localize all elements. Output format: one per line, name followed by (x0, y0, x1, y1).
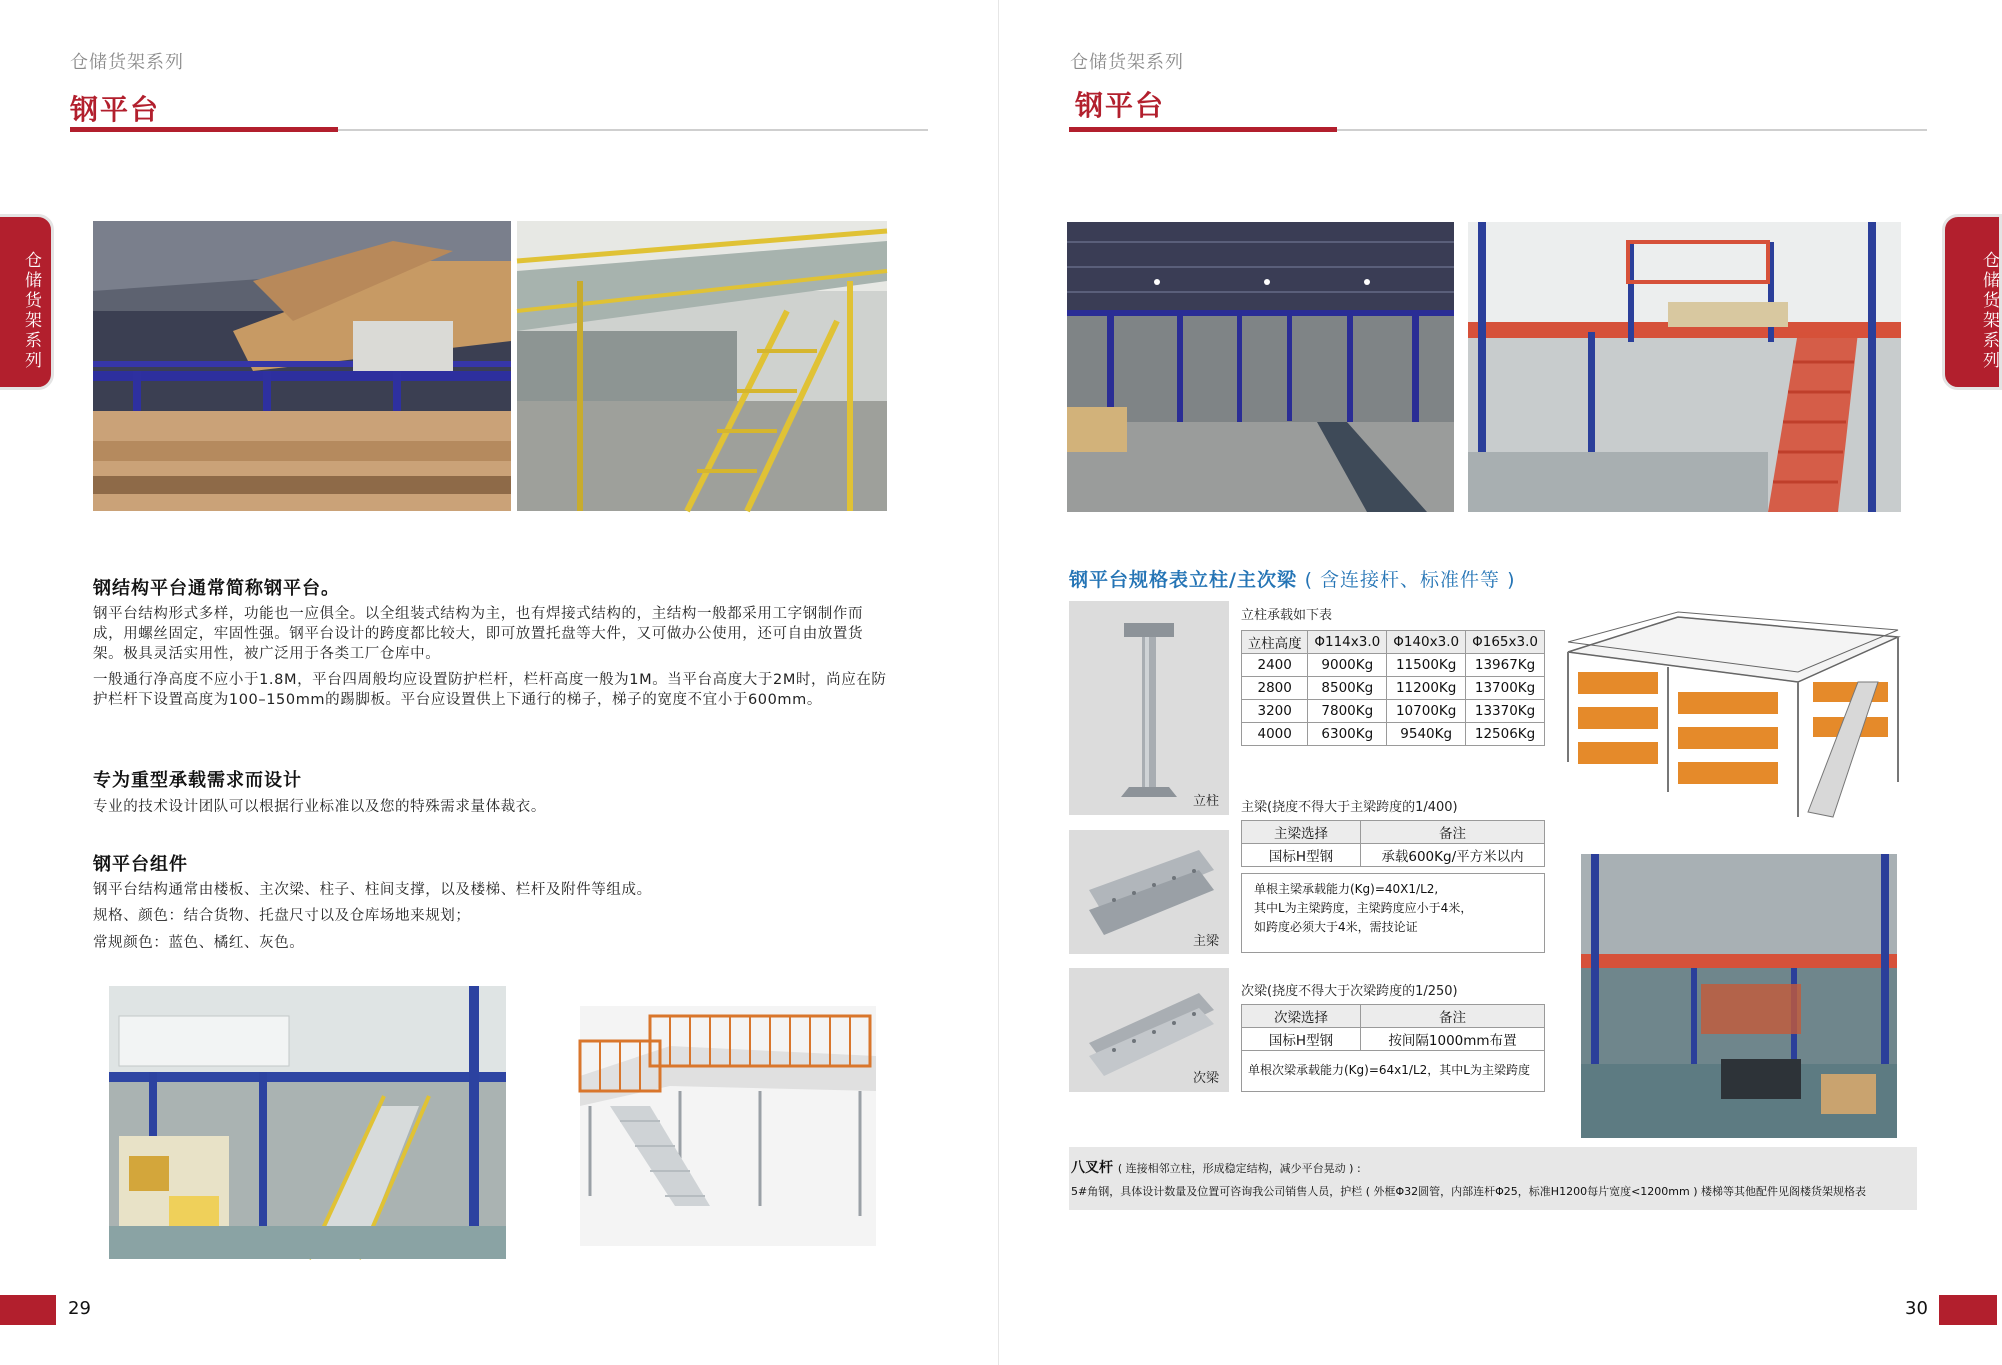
table-row (1242, 844, 1545, 867)
column-load-table (1241, 630, 1545, 746)
table-cell: 13700Kg (1466, 677, 1545, 700)
table-cell: 国标H型钢 (1242, 844, 1361, 867)
table-row (1242, 654, 1545, 677)
main-beam-caption: 主梁(挠度不得大于主梁跨度的1/400) (1241, 800, 1458, 815)
title-rule-accent (70, 127, 338, 132)
table-cell: 承载600Kg/平方米以内 (1361, 844, 1545, 867)
sub-beam-header-note: 备注 (1361, 1005, 1545, 1028)
main-beam-note (1241, 873, 1545, 953)
left-page (0, 0, 998, 1365)
title-rule-accent (1069, 127, 1337, 132)
table-cell: 2800 (1242, 677, 1308, 700)
table-cell: 13370Kg (1466, 700, 1545, 723)
paragraph-common-colors: 常规颜色：蓝色、橘红、灰色。 (93, 935, 305, 951)
heading-heavy-load: 专为重型承载需求而设计 (93, 770, 302, 791)
spec-title-main: 钢平台规格表立柱/主次梁 (1069, 569, 1297, 591)
page-title: 钢平台 (1075, 89, 1166, 122)
main-beam-label: 主梁 (1193, 934, 1220, 949)
column-header-height: 立柱高度 (1242, 631, 1308, 654)
photo-render-platform (580, 1006, 876, 1246)
paragraph-design-team: 专业的技术设计团队可以根据行业标准以及您的特殊需求量体裁衣。 (93, 799, 546, 815)
right-page (998, 0, 1999, 1365)
heading-components: 钢平台组件 (93, 854, 188, 875)
bracing-text: 5#角钢，具体设计数量及位置可咨询我公司销售人员，护栏 ( 外框Φ32圆管，内部连杆Φ25，标准H1200每片宽度<1200mm ) 楼梯等其他配件见阁楼货架规格表 (1071, 1185, 1866, 1198)
heading-intro: 钢结构平台通常简称钢平台。 (93, 578, 340, 599)
table-cell: 12506Kg (1466, 723, 1545, 746)
page-number: 29 (68, 1298, 91, 1319)
photo-platform-render (1558, 612, 1908, 827)
sub-beam-table (1241, 1004, 1545, 1051)
table-cell: 11500Kg (1387, 654, 1466, 677)
column-header-phi140: Φ140x3.0 (1387, 631, 1466, 654)
table-cell: 7800Kg (1308, 700, 1387, 723)
table-cell: 11200Kg (1387, 677, 1466, 700)
spec-title-extra: ( 含连接杆、标准件等 ) (1304, 569, 1516, 591)
table-cell: 9000Kg (1308, 654, 1387, 677)
main-beam-header-note: 备注 (1361, 821, 1545, 844)
main-beam-note-line: 其中L为主梁跨度，主梁跨度应小于4米， (1254, 901, 1473, 915)
paragraph-components: 钢平台结构通常由楼板、主次梁、柱子、柱间支撑，以及楼梯、栏杆及附件等组成。 (93, 882, 652, 898)
series-label: 仓储货架系列 (1070, 52, 1184, 73)
photo-mezzanine-racks (1581, 854, 1897, 1138)
page-number-bar (1939, 1295, 1997, 1325)
photo-pipe-platform (93, 221, 511, 511)
side-tab[interactable]: 仓储货架系列 (1942, 214, 2002, 390)
table-row (1242, 677, 1545, 700)
spec-table-title (1069, 565, 1515, 592)
table-row (1242, 723, 1545, 746)
table-row (1242, 1028, 1545, 1051)
table-cell: 3200 (1242, 700, 1308, 723)
table-cell: 13967Kg (1466, 654, 1545, 677)
column-label: 立柱 (1193, 794, 1220, 809)
page-number-bar (0, 1295, 56, 1325)
table-cell: 4000 (1242, 723, 1308, 746)
paragraph-structure: 钢平台结构形式多样，功能也一应俱全。以全组装式结构为主，也有焊接式结构的，主结构一般都采用工字钢制作而成，用螺丝固定，牢固性强。钢平台设计的跨度都比较大，即可放置托盘等大件，又可做办公使用，还可自由放置货架。极具灵活实用性，被广泛用于各类工厂仓库中。 (93, 606, 864, 662)
bracing-title-note: ( 连接相邻立柱，形成稳定结构，减少平台晃动 ) : (1117, 1162, 1361, 1175)
table-row (1242, 700, 1545, 723)
table-cell: 国标H型钢 (1242, 1028, 1361, 1051)
photo-yellow-staircase (517, 221, 887, 511)
sub-beam-label: 次梁 (1193, 1071, 1220, 1086)
page-number: 30 (1905, 1298, 1928, 1319)
main-beam-note-line: 单根主梁承载能力(Kg)=40X1/L2, (1254, 882, 1439, 896)
photo-blue-platform-hall (1067, 222, 1454, 512)
sub-beam-caption: 次梁(挠度不得大于次梁跨度的1/250) (1241, 984, 1458, 999)
main-beam-note-line: 如跨度必须大于4米，需技论证 (1254, 920, 1418, 934)
table-cell: 10700Kg (1387, 700, 1466, 723)
series-label: 仓储货架系列 (70, 52, 184, 73)
page-title: 钢平台 (70, 93, 161, 126)
photo-orange-platform-stair (1468, 222, 1901, 512)
sub-beam-header-choice: 次梁选择 (1242, 1005, 1361, 1028)
column-image (1069, 601, 1229, 815)
bracing-title (1071, 1157, 1361, 1177)
main-beam-header-choice: 主梁选择 (1242, 821, 1361, 844)
table-cell: 按间隔1000mm布置 (1361, 1028, 1545, 1051)
column-header-phi114: Φ114x3.0 (1308, 631, 1387, 654)
photo-blue-platform-stair (109, 986, 506, 1259)
sub-beam-note: 单根次梁承载能力(Kg)=64x1/L2，其中L为主梁跨度 (1241, 1050, 1545, 1092)
table-cell: 8500Kg (1308, 677, 1387, 700)
bracing-title-main: 八叉杆 (1071, 1160, 1113, 1176)
paragraph-height-requirements: 一般通行净高度不应小于1.8M，平台四周般均应设置防护栏杆，栏杆高度一般为1M。当平台高度大于2M时，尚应在防护栏杆下设置高度为100–150mm的踢脚板。平台应设置供上下通行的梯子，梯子的宽度不宜小于600mm。 (93, 672, 887, 708)
side-tab[interactable]: 仓储货架系列 (0, 214, 54, 390)
column-caption: 立柱承载如下表 (1241, 608, 1333, 623)
table-cell: 9540Kg (1387, 723, 1466, 746)
main-beam-table (1241, 820, 1545, 867)
column-header-phi165: Φ165x3.0 (1466, 631, 1545, 654)
table-cell: 6300Kg (1308, 723, 1387, 746)
table-cell: 2400 (1242, 654, 1308, 677)
paragraph-spec-color: 规格、颜色：结合货物、托盘尺寸以及仓库场地来规划； (93, 908, 471, 924)
